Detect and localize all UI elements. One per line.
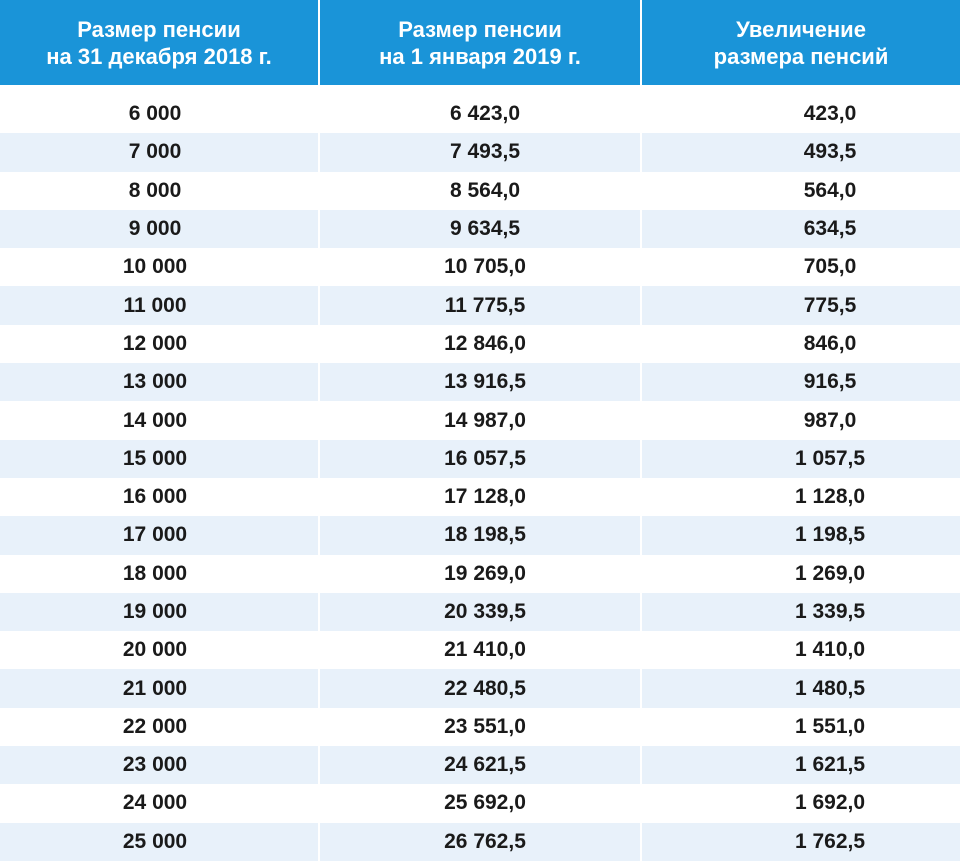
cell-pension-2019: 18 198,5 <box>444 523 526 547</box>
cell-pension-2018: 17 000 <box>122 523 188 547</box>
cell-pension-2019: 11 775,5 <box>444 293 526 317</box>
cell-increase: 846,0 <box>803 331 857 355</box>
table-row <box>0 593 960 631</box>
table-header <box>0 0 960 85</box>
cell-pension-2018: 20 000 <box>122 638 188 662</box>
cell-increase: 1 269,0 <box>794 561 866 585</box>
table-row <box>0 440 960 478</box>
cell-pension-2019: 17 128,0 <box>444 485 526 509</box>
cell-pension-2019: 22 480,5 <box>444 676 526 700</box>
cell-pension-2018: 12 000 <box>122 331 188 355</box>
cell-pension-2018: 16 000 <box>122 485 188 509</box>
table-row <box>0 516 960 554</box>
header-increase <box>642 0 960 85</box>
cell-pension-2018: 8 000 <box>128 178 182 202</box>
header-line: Размер пенсии <box>77 16 241 42</box>
table-row <box>0 669 960 707</box>
cell-increase: 775,5 <box>803 293 857 317</box>
header-line: Увеличение <box>736 16 866 42</box>
cell-increase: 423,0 <box>803 102 857 126</box>
cell-increase: 1 551,0 <box>794 714 866 738</box>
table-row <box>0 95 960 133</box>
header-pension-2019 <box>320 0 640 85</box>
table-row <box>0 363 960 401</box>
header-line: на 31 декабря 2018 г. <box>46 43 272 69</box>
table-row <box>0 286 960 324</box>
table-row <box>0 325 960 363</box>
table-row <box>0 631 960 669</box>
cell-pension-2019: 13 916,5 <box>444 370 526 394</box>
table-row <box>0 823 960 861</box>
cell-pension-2018: 21 000 <box>122 676 188 700</box>
table-row <box>0 210 960 248</box>
cell-pension-2018: 25 000 <box>122 829 188 853</box>
table-row <box>0 708 960 746</box>
table-row <box>0 401 960 439</box>
cell-pension-2019: 12 846,0 <box>444 331 526 355</box>
cell-increase: 1 410,0 <box>794 638 866 662</box>
cell-increase: 916,5 <box>803 370 857 394</box>
cell-pension-2018: 18 000 <box>122 561 188 585</box>
table-body <box>0 95 960 861</box>
table-row <box>0 784 960 822</box>
table-row <box>0 746 960 784</box>
header-pension-2018 <box>0 0 318 85</box>
cell-increase: 705,0 <box>803 255 857 279</box>
table-row <box>0 133 960 171</box>
header-line: размера пенсий <box>713 43 889 69</box>
table-row <box>0 555 960 593</box>
cell-increase: 1 762,5 <box>794 829 866 853</box>
cell-pension-2019: 10 705,0 <box>444 255 526 279</box>
cell-increase: 1 480,5 <box>794 676 866 700</box>
cell-pension-2019: 26 762,5 <box>444 829 526 853</box>
cell-increase: 634,5 <box>803 217 857 241</box>
cell-pension-2018: 15 000 <box>122 446 188 470</box>
cell-pension-2018: 10 000 <box>122 255 188 279</box>
cell-increase: 1 057,5 <box>794 446 866 470</box>
cell-pension-2018: 13 000 <box>122 370 188 394</box>
cell-pension-2019: 6 423,0 <box>449 102 521 126</box>
table-row <box>0 248 960 286</box>
cell-pension-2018: 9 000 <box>128 217 182 241</box>
cell-pension-2018: 19 000 <box>122 600 188 623</box>
cell-pension-2019: 14 987,0 <box>444 408 526 432</box>
table-row <box>0 172 960 210</box>
cell-pension-2018: 7 000 <box>128 140 182 164</box>
cell-pension-2019: 20 339,5 <box>444 600 526 623</box>
cell-pension-2018: 24 000 <box>122 791 188 815</box>
table-row <box>0 478 960 516</box>
cell-pension-2018: 11 000 <box>123 293 187 317</box>
cell-pension-2019: 9 634,5 <box>449 217 521 241</box>
cell-pension-2018: 23 000 <box>122 753 188 777</box>
cell-increase: 564,0 <box>803 178 857 202</box>
cell-increase: 1 198,5 <box>794 523 866 547</box>
cell-pension-2019: 21 410,0 <box>444 638 526 662</box>
cell-pension-2018: 14 000 <box>122 408 188 432</box>
cell-pension-2019: 25 692,0 <box>444 791 526 815</box>
cell-increase: 987,0 <box>803 408 857 432</box>
cell-pension-2019: 19 269,0 <box>444 561 526 585</box>
header-line: Размер пенсии <box>398 16 562 42</box>
cell-increase: 1 692,0 <box>794 791 866 815</box>
cell-increase: 1 339,5 <box>794 600 866 623</box>
cell-pension-2019: 8 564,0 <box>449 178 521 202</box>
header-line: на 1 января 2019 г. <box>379 43 581 69</box>
cell-pension-2019: 16 057,5 <box>444 446 526 470</box>
cell-pension-2018: 6 000 <box>128 102 182 126</box>
cell-increase: 1 621,5 <box>794 753 866 777</box>
cell-increase: 1 128,0 <box>794 485 866 509</box>
cell-pension-2018: 22 000 <box>122 714 188 738</box>
cell-pension-2019: 24 621,5 <box>444 753 526 777</box>
cell-pension-2019: 23 551,0 <box>444 714 526 738</box>
cell-pension-2019: 7 493,5 <box>449 140 521 164</box>
cell-increase: 493,5 <box>803 140 857 164</box>
